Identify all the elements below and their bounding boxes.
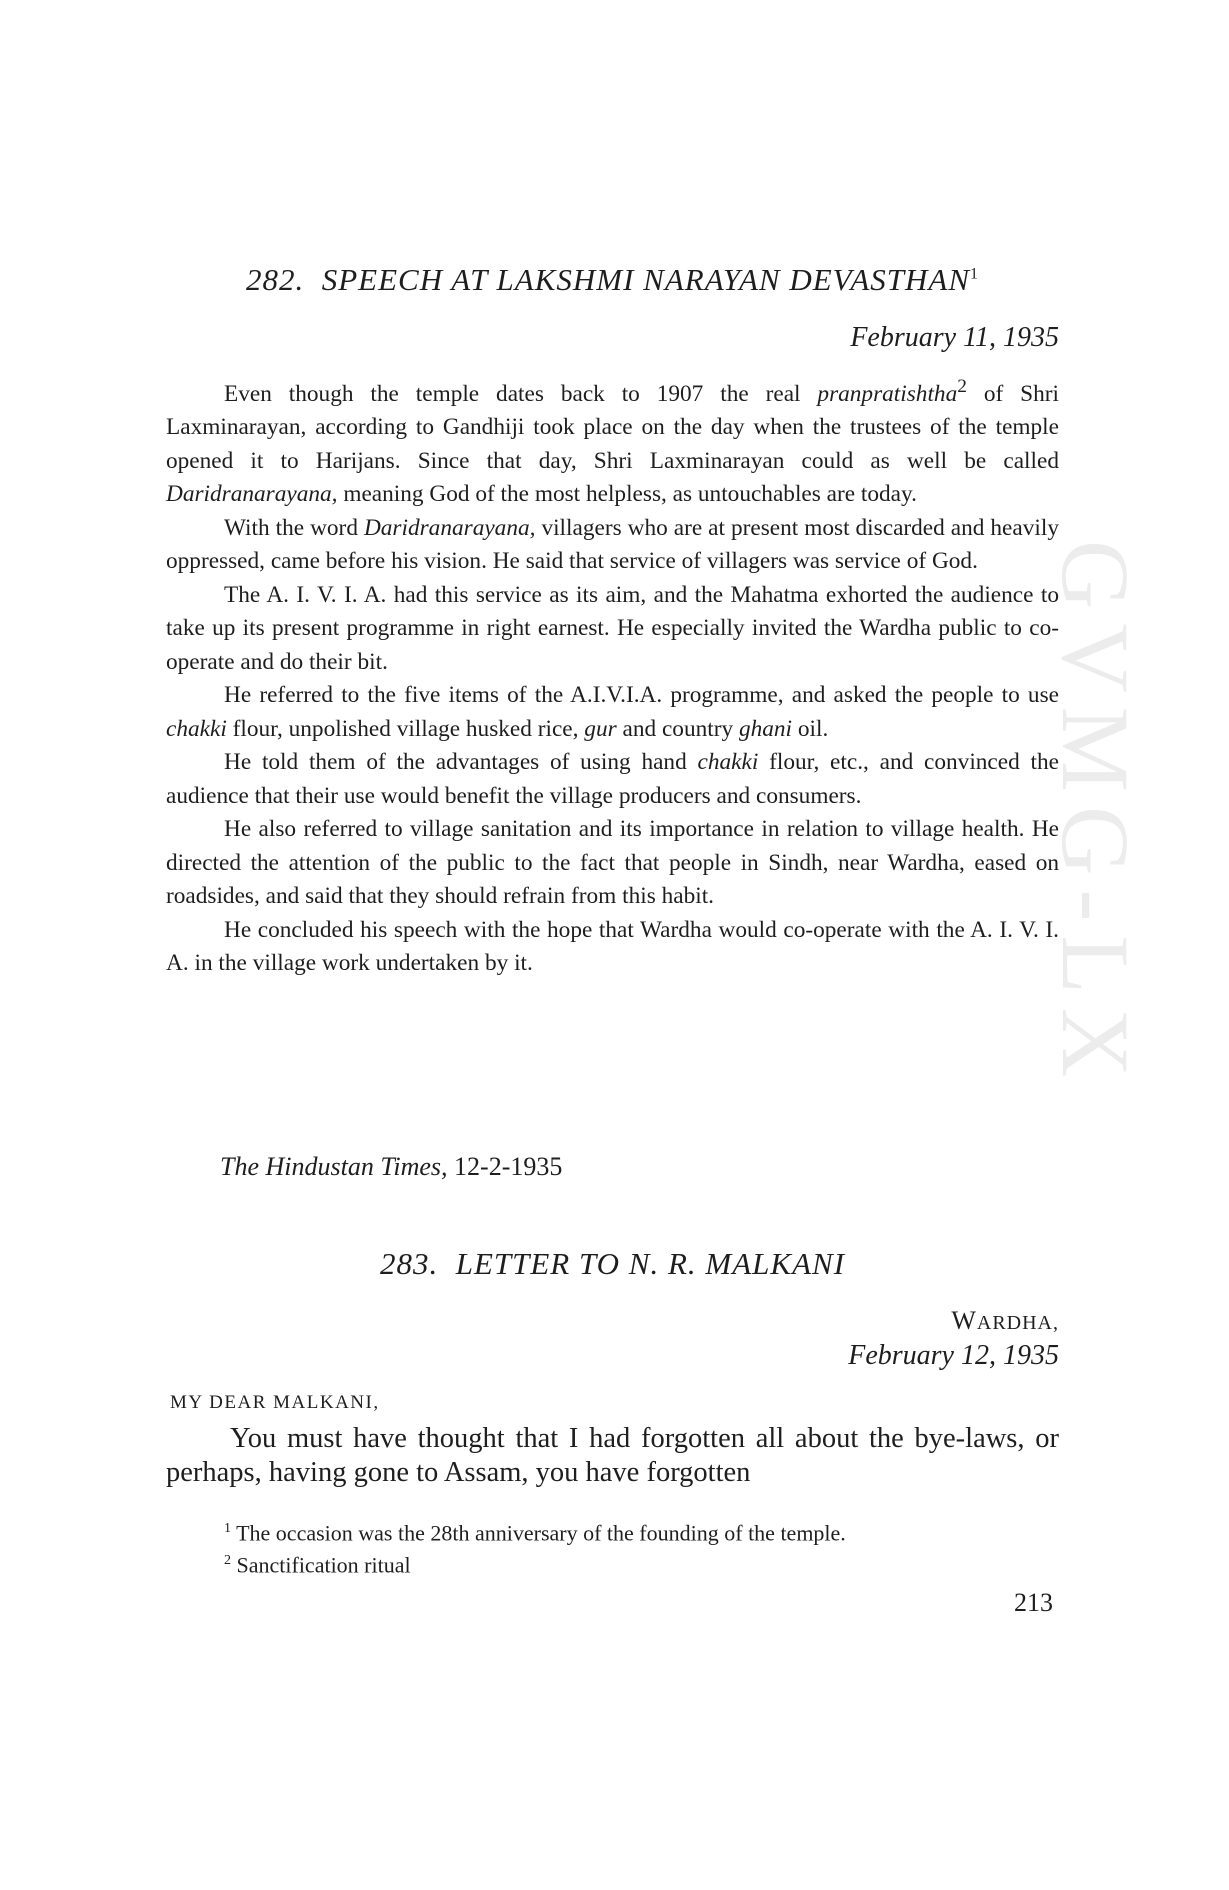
p5-term: chakki bbox=[697, 749, 759, 776]
p1-text-b: of Shri Laxminarayan, according to Gandhiji took place on the day when the trustees of the temple opened it to Harijans. Since that day, Shri Laxminarayan could as well be called bbox=[166, 380, 1059, 474]
doc-283-number: 283. bbox=[379, 1246, 439, 1281]
p1-term-2: Daridranarayana, bbox=[166, 481, 338, 508]
place-rest: ARDHA, bbox=[976, 1312, 1059, 1334]
p4-text-a: He referred to the five items of the A.I.V.I.A. programme, and asked the people to use bbox=[224, 682, 1059, 709]
p4-text-b: flour, unpolished village husked rice, bbox=[226, 715, 585, 742]
p2-text-a: With the word bbox=[224, 514, 364, 541]
p4-text-d: oil. bbox=[792, 715, 829, 742]
footnotes bbox=[224, 1515, 846, 1580]
doc-282-source bbox=[220, 1152, 562, 1182]
footnote-2-mark: 2 bbox=[224, 1553, 231, 1569]
p1-text-c: meaning God of the most helpless, as untouchables are today. bbox=[337, 481, 917, 508]
p4-text-c: and country bbox=[616, 715, 739, 742]
p2-term: Daridranarayana, bbox=[363, 514, 536, 541]
p1-footnote-mark: 2 bbox=[957, 376, 967, 397]
doc-283-body bbox=[166, 1422, 1059, 1490]
doc-283-title: LETTER TO N. R. MALKANI bbox=[455, 1246, 846, 1281]
footnote-1-text: The occasion was the 28th anniversary of the founding of the temple. bbox=[231, 1520, 846, 1546]
p5-text-a: He told them of the advantages of using hand bbox=[224, 749, 698, 776]
doc-283-heading bbox=[166, 1246, 1059, 1282]
footnote-2 bbox=[224, 1547, 846, 1579]
paragraph-1 bbox=[166, 370, 1059, 512]
watermark: GVMG-LX bbox=[1042, 540, 1149, 1092]
doc-282-date: February 11, 1935 bbox=[850, 322, 1059, 353]
footnote-2-text: Sanctification ritual bbox=[231, 1552, 411, 1578]
doc-282-body bbox=[166, 370, 1059, 981]
doc-283-salutation: MY DEAR MALKANI, bbox=[170, 1392, 380, 1413]
footnote-1-mark: 1 bbox=[224, 1521, 231, 1536]
letter-paragraph: You must have thought that I had forgotten all about the bye-laws, or perhaps, having gone to Assam, you have forgotten bbox=[166, 1423, 1059, 1488]
doc-283-date: February 12, 1935 bbox=[848, 1340, 1059, 1371]
doc-282-title: SPEECH AT LAKSHMI NARAYAN DEVASTHAN bbox=[321, 262, 970, 297]
doc-283-place bbox=[951, 1306, 1059, 1336]
paragraph-6: He also referred to village sanitation and its importance in relation to village health. He directed the attention of the public to the fact that people in Sindh, near Wardha, eased on roadsides, and said that they should refrain from this habit. bbox=[166, 816, 1059, 910]
p5-text-b: flour, etc., and convinced the audience that their use would benefit the village producers and consumers. bbox=[166, 749, 1060, 809]
paragraph-5 bbox=[166, 746, 1059, 813]
doc-282-title-note: 1 bbox=[970, 265, 979, 283]
place-initial: W bbox=[951, 1306, 977, 1335]
paragraph-3: The A. I. V. I. A. had this service as its aim, and the Mahatma exhorted the audience to take up its present programme in right earnest. He especially invited the Wardha public to co-operate and do their bit. bbox=[166, 581, 1059, 675]
source-title: The Hindustan Times, bbox=[220, 1152, 448, 1181]
page-number: 213 bbox=[1014, 1588, 1053, 1617]
p4-term-2: gur bbox=[584, 715, 617, 742]
paragraph-7: He concluded his speech with the hope that Wardha would co-operate with the A. I. V. I. A. in the village work undertaken by it. bbox=[166, 916, 1059, 977]
p4-term-1: chakki bbox=[166, 715, 227, 742]
doc-282-number: 282. bbox=[245, 262, 305, 297]
footnote-1 bbox=[224, 1515, 846, 1547]
p1-text-a: Even though the temple dates back to 1907 the real bbox=[224, 380, 818, 407]
p1-term: pranpratishtha bbox=[817, 380, 958, 407]
p4-term-3: ghani bbox=[738, 715, 793, 742]
paragraph-2 bbox=[166, 512, 1059, 579]
p2-text-b: villagers who are at present most discarded and heavily oppressed, came before his vision. He said that service of villagers was service of God. bbox=[166, 514, 1059, 575]
paragraph-4 bbox=[166, 679, 1059, 746]
source-date: 12-2-1935 bbox=[447, 1152, 563, 1181]
doc-282-heading bbox=[166, 262, 1059, 298]
